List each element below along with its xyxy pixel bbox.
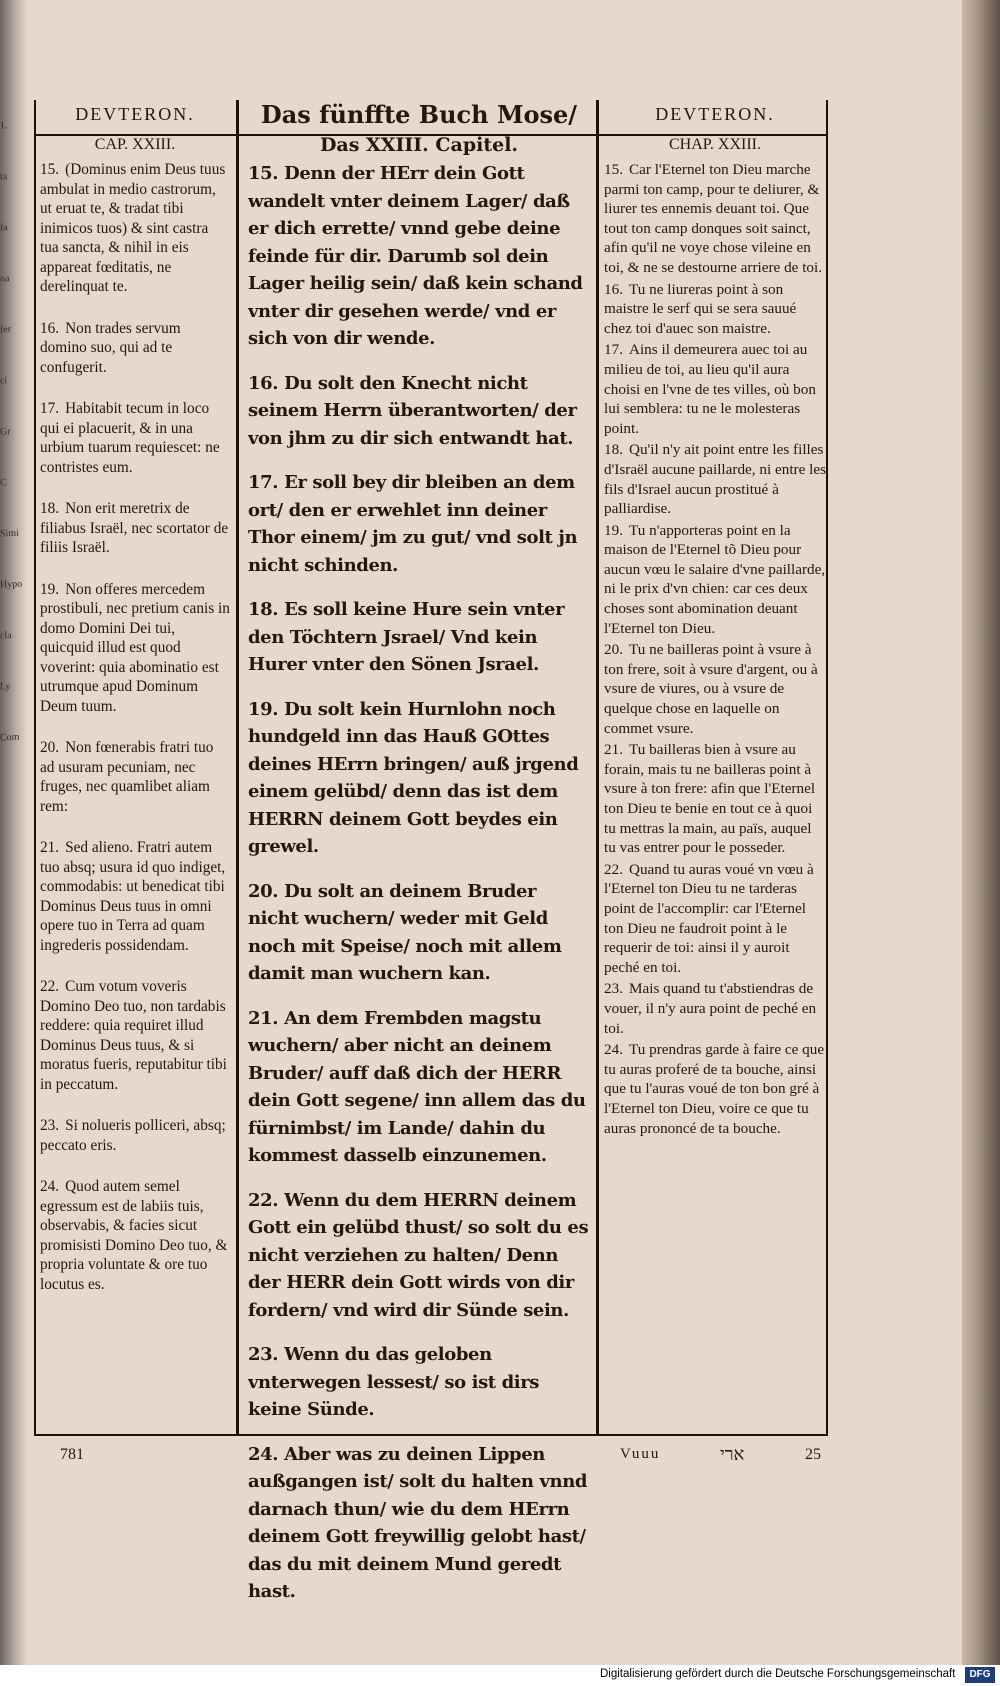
verse-number: 22. xyxy=(40,978,60,995)
verse-text: Non offeres mercedem prostibuli, nec pretium canis in domo Domini Dei tui, quicquid illud est quod voverint: quia abominatio est utrumque apud Dominum Deum tuum. xyxy=(40,580,230,715)
hebrew-catchword: ארי xyxy=(720,1444,745,1464)
verse-text: Non erit meretrix de filiabus Israël, nec scortator de filiis Israël. xyxy=(40,500,229,556)
verse-text: Aber was zu deinen Lippen außgangen ist/ solt du halten vnnd darnach thun/ wie du dem HErrn deinem Gott freywillig gelobt hast/ das du mit deinem Mund geredt hast. xyxy=(248,1443,588,1602)
verse-text: Tu ne bailleras point à vsure à ton frere, soit à vsure d'argent, ou à vsure de viures, ou à vsure de quelque chose en laquelle on commet vsure. xyxy=(604,641,818,737)
verse-number: 15. xyxy=(40,161,60,178)
verse-number: 16. xyxy=(604,280,623,298)
verse-number: 17. xyxy=(604,341,623,359)
verse-text: Du solt kein Hurnlohn noch hundgeld inn das Hauß GOttes deines HErrn bringen/ auß jrgend einem gelübd/ denn das ist dem HERRN deinem Gott beydes ein grewel. xyxy=(248,698,579,857)
header-left: DEVTERON. xyxy=(75,104,195,124)
margin-fragment: Hypo xyxy=(0,578,23,591)
french-column xyxy=(604,160,826,1140)
verse-number: 23. xyxy=(40,1117,60,1134)
folio-right: 25 xyxy=(805,1446,821,1463)
verse-number: 20. xyxy=(248,880,279,902)
verse-text: Non fœnerabis fratri tuo ad usuram pecuniam, nec fruges, nec quamlibet aliam rem: xyxy=(40,739,214,815)
verse-number: 17. xyxy=(40,400,60,417)
german-verse xyxy=(248,370,590,453)
margin-fragment: Com xyxy=(0,731,20,744)
verse-text: Quand tu auras voué vn vœu à l'Eternel ton Dieu tu ne tarderas point de l'accomplir: car l'Eternel ton Dieu ne faudroit point à le requerir de toi: ainsi il y auroit peché en toi. xyxy=(604,860,814,976)
header-center: Das fünffte Buch Mose/ xyxy=(260,100,578,129)
verse-text: Wenn du das geloben vnterwegen lessest/ so ist dirs keine Sünde. xyxy=(248,1344,540,1420)
verse-number: 21. xyxy=(248,1007,279,1029)
verse-number: 18. xyxy=(40,500,60,517)
chapter-left: CAP. XXIII. xyxy=(94,136,176,153)
margin-fragment: C xyxy=(0,477,7,489)
chapter-center: Das XXIII. Capitel. xyxy=(319,134,519,156)
latin-verse xyxy=(40,399,230,477)
french-verse xyxy=(604,740,826,858)
german-verse xyxy=(248,1341,590,1424)
margin-fragment: fa xyxy=(0,222,8,234)
latin-column xyxy=(40,160,230,1316)
margin-fragment: na xyxy=(0,273,10,285)
verse-text: Denn der HErr dein Gott wandelt vnter deinem Lager/ daß er dich errette/ vnnd gebe deine feinde für dir. Darumb sol dein Lager heilig sein/ daß kein schand vnter dir gesehen werde/ vnd er sich von dir wende. xyxy=(248,163,583,349)
verse-text: Ains il demeurera auec toi au milieu de toi, au lieu qu'il aura choisi en l'vne de tes villes, où bon lui semblera: tu ne le molesteras point. xyxy=(604,341,816,437)
margin-fragment: ci xyxy=(0,375,8,387)
verse-text: Habitabit tecum in loco qui ei placuerit, & in una urbium tuarum requiescet: ne contristes eum. xyxy=(40,400,220,476)
verse-text: (Dominus enim Deus tuus ambulat in medio castrorum, ut eruat te, & tradat tibi inimicos tuos) & sint castra tua sancta, & nihil in eis appareat fœditatis, ne derelinquat te. xyxy=(40,161,226,295)
frame-rule-right xyxy=(826,100,828,1435)
verse-number: 20. xyxy=(40,739,60,756)
verse-number: 17. xyxy=(248,472,279,493)
margin-fragment: Gr xyxy=(0,426,11,438)
latin-verse xyxy=(40,319,230,378)
verse-number: 16. xyxy=(248,372,279,394)
latin-verse xyxy=(40,499,230,558)
french-verse xyxy=(604,1040,826,1138)
verse-number: 19. xyxy=(604,521,623,539)
verse-text: An dem Frembden magstu wuchern/ aber nicht an deinem Bruder/ auff daß dich der HERR dein Gott segene/ inn allem das du fürnimbst/ im Lande/ dahin du kommest dasselb einzunemen. xyxy=(248,1007,586,1166)
verse-number: 23. xyxy=(604,980,623,998)
latin-verse xyxy=(40,977,230,1094)
german-verse xyxy=(248,160,590,353)
verse-text: Tu prendras garde à faire ce que tu auras proferé de ta bouche, ainsi que tu l'auras voué de ton bon gré à l'Eternel ton Dieu, voire ce que tu auras prononcé de ta bouche. xyxy=(604,1041,825,1137)
german-verse xyxy=(248,1441,590,1606)
verse-number: 15. xyxy=(604,161,623,178)
margin-fragment: Ly xyxy=(0,681,11,693)
verse-number: 18. xyxy=(248,599,279,620)
german-verse xyxy=(248,596,590,679)
dfg-logo: DFG xyxy=(965,1667,995,1683)
verse-number: 23. xyxy=(248,1344,279,1365)
verse-text: Si nolueris polliceri, absq; peccato eris. xyxy=(40,1117,226,1154)
german-verse xyxy=(248,1005,590,1170)
verse-text: Tu ne liureras point à son maistre le serf qui se sera sauué chez toi d'auec son maistre. xyxy=(604,280,797,337)
verse-text: Mais quand tu t'abstiendras de vouer, il n'y aura point de peché en toi. xyxy=(604,980,817,1037)
column-rule-2 xyxy=(596,100,599,1435)
verse-text: Car l'Eternel ton Dieu marche parmi ton camp, pour te deliurer, & liurer tes ennemis deuant toi. Que tout ton camp donques soit sainct, afin qu'il ne voye chose vileine en toi, & ne se destourne arriere de toi. xyxy=(604,161,823,276)
verse-number: 18. xyxy=(604,441,623,459)
verse-text: Du solt den Knecht nicht seinem Herrn überantworten/ der von jhm zu dir sich entwandt hat. xyxy=(248,372,577,449)
latin-verse xyxy=(40,1177,230,1294)
verse-number: 21. xyxy=(40,839,60,856)
french-verse xyxy=(604,340,826,438)
column-rule-1 xyxy=(236,100,239,1435)
folio-left: 781 xyxy=(60,1446,84,1463)
french-verse xyxy=(604,640,826,738)
signature-mark: Vuuu xyxy=(620,1446,661,1462)
verse-text: Cum votum voveris Domino Deo tuo, non tardabis reddere: quia requiret illud Dominus Deus tuus, & si moratus fueris, reputabitur tibi in peccatum. xyxy=(40,978,227,1093)
verse-text: Es soll keine Hure sein vnter den Töchtern Jsrael/ Vnd kein Hurer vnter den Sönen Jsrael. xyxy=(248,599,565,675)
french-verse xyxy=(604,280,826,339)
verse-text: Qu'il n'y ait point entre les filles d'Israël aucune paillarde, ni entre les fils d'Israel aucun prostitué à palliardise. xyxy=(604,441,826,518)
page-edge-right xyxy=(962,0,1000,1665)
left-margin-fragments xyxy=(0,120,26,1450)
verse-number: 19. xyxy=(40,580,60,598)
french-verse xyxy=(604,160,826,278)
margin-fragment: fer xyxy=(0,324,12,336)
frame-rule-left xyxy=(34,100,36,1435)
french-verse xyxy=(604,521,826,639)
chapter-right: CHAP. XXIII. xyxy=(669,136,761,153)
verse-text: Du solt an deinem Bruder nicht wuchern/ weder mit Geld noch mit Speise/ noch mit allem damit man wuchern kan. xyxy=(248,880,562,984)
verse-number: 24. xyxy=(604,1041,623,1059)
margin-fragment: cla xyxy=(0,630,12,642)
verse-number: 15. xyxy=(248,163,279,184)
verse-number: 24. xyxy=(40,1178,60,1195)
margin-fragment: 1. xyxy=(0,120,8,132)
latin-verse xyxy=(40,838,230,955)
verse-text: Non trades servum domino suo, qui ad te confugerit. xyxy=(40,319,181,376)
latin-verse xyxy=(40,580,230,717)
verse-number: 19. xyxy=(248,698,279,720)
verse-number: 21. xyxy=(604,741,623,759)
digitization-footer xyxy=(0,1665,1000,1686)
margin-fragment: Simi xyxy=(0,527,20,540)
latin-verse xyxy=(40,738,230,816)
funding-credit: Digitalisierung gefördert durch die Deutsche Forschungsgemeinschaft xyxy=(600,1668,956,1680)
verse-number: 22. xyxy=(248,1189,279,1211)
verse-text: Wenn du dem HERRN deinem Gott ein gelübd thust/ so solt du es nicht verziehen zu halten/ Denn der HERR dein Gott wirds von dir fordern/ vnd wird dir Sünde sein. xyxy=(248,1189,589,1321)
verse-number: 22. xyxy=(604,860,623,878)
verse-number: 24. xyxy=(248,1443,279,1465)
verse-text: Tu n'apporteras point en la maison de l'Eternel tõ Dieu pour aucun vœu le salaire d'vne paillarde, ni le prix d'vn chien: car ces deux choses sont abomination deuant l'Eternel ton Dieu. xyxy=(604,521,826,637)
verse-number: 16. xyxy=(40,319,60,337)
latin-verse xyxy=(40,160,230,297)
french-verse xyxy=(604,440,826,518)
verse-text: Quod autem semel egressum est de labiis tuis, observabis, & facies sicut promisisti Domino Deo tuo, & propria voluntate & ore tuo locutus es. xyxy=(40,1178,228,1293)
verse-text: Er soll bey dir bleiben an dem ort/ den er erwehlet inn deiner Thor einem/ jm zu gut/ vnd solt jn nicht schinden. xyxy=(248,472,578,576)
german-verse xyxy=(248,696,590,861)
german-verse xyxy=(248,1187,590,1325)
french-verse xyxy=(604,860,826,978)
latin-verse xyxy=(40,1116,230,1155)
verse-text: Sed alieno. Fratri autem tuo absq; usura id quo indiget, commodabis: ut benedicat tibi Dominus Deus tuus in omni opere tuo in Terra ad quam ingrederis possidendam. xyxy=(40,839,226,954)
french-verse xyxy=(604,979,826,1038)
german-verse xyxy=(248,878,590,988)
header-right: DEVTERON. xyxy=(655,104,775,124)
verse-number: 20. xyxy=(604,641,623,659)
verse-text: Tu bailleras bien à vsure au forain, mais tu ne bailleras point à vsure à ton frere: afin que l'Eternel ton Dieu te benie en tout ce à quoi tu mettras la main, au païs, auquel tu vas entrer pour le posseder. xyxy=(604,741,816,857)
german-verse xyxy=(248,469,590,579)
margin-fragment: ta xyxy=(0,171,8,183)
german-column xyxy=(248,160,590,1623)
